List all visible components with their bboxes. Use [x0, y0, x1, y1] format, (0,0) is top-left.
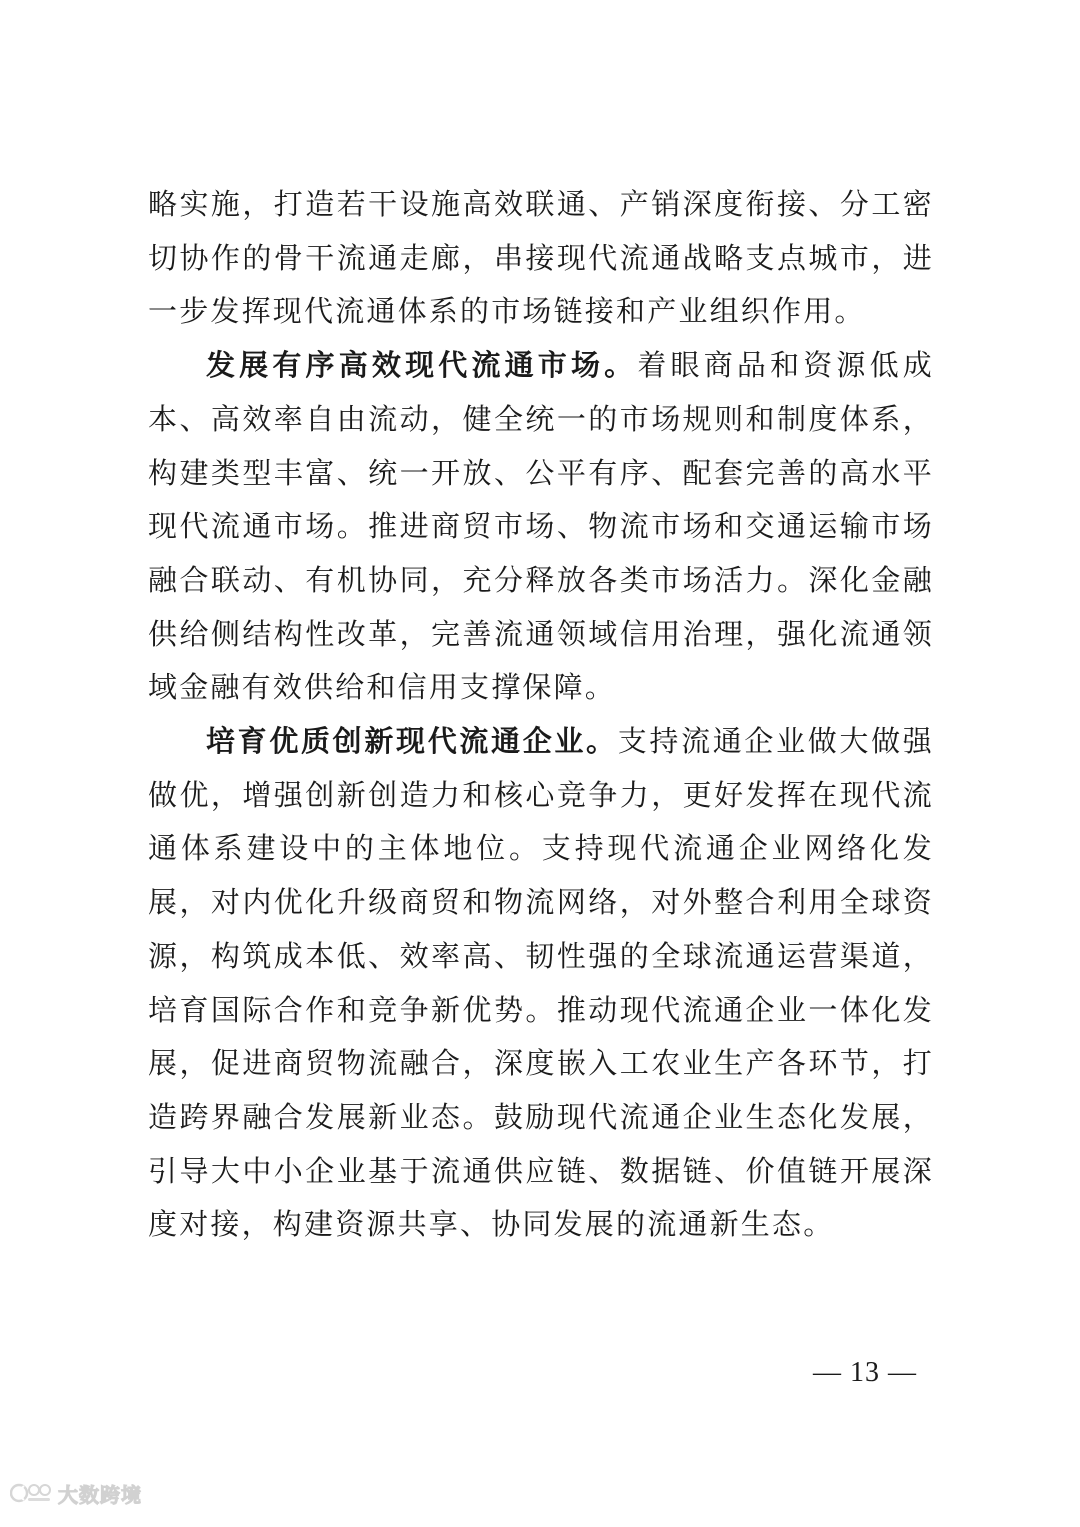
- paragraph-3-lead: 培育优质创新现代流通企业。: [206, 724, 618, 759]
- document-body: [148, 178, 934, 1252]
- watermark: [10, 1478, 142, 1508]
- paragraph-2: [148, 339, 934, 715]
- logo-icon: [10, 1480, 54, 1506]
- watermark-text: 大数跨境: [58, 1482, 142, 1507]
- paragraph-1: [148, 178, 934, 339]
- paragraph-2-lead: 发展有序高效现代流通市场。: [206, 348, 638, 383]
- paragraph-3: [148, 715, 934, 1252]
- paragraph-2-text: 着眼商品和资源低成本、高效率自由流动，健全统一的市场规则和制度体系，构建类型丰富、统一开放、公平有序、配套完善的高水平现代流通市场。推进商贸市场、物流市场和交通运输市场融合联动、有机协同，充分释放各类市场活力。深化金融供给侧结构性改革，完善流通领域信用治理，强化流通领域金融有效供给和信用支撑保障。: [148, 348, 934, 705]
- page-number: — 13 —: [813, 1357, 917, 1388]
- paragraph-3-text: 支持流通企业做大做强做优，增强创新创造力和核心竞争力，更好发挥在现代流通体系建设中的主体地位。支持现代流通企业网络化发展，对内优化升级商贸和物流网络，对外整合利用全球资源，构筑成本低、效率高、韧性强的全球流通运营渠道，培育国际合作和竞争新优势。推动现代流通企业一体化发展，促进商贸物流融合，深度嵌入工农业生产各环节，打造跨界融合发展新业态。鼓励现代流通企业生态化发展，引导大中小企业基于流通供应链、数据链、价值链开展深度对接，构建资源共享、协同发展的流通新生态。: [148, 724, 934, 1242]
- paragraph-1-text: 略实施，打造若干设施高效联通、产销深度衔接、分工密切协作的骨干流通走廊，串接现代流通战略支点城市，进一步发挥现代流通体系的市场链接和产业组织作用。: [148, 187, 934, 329]
